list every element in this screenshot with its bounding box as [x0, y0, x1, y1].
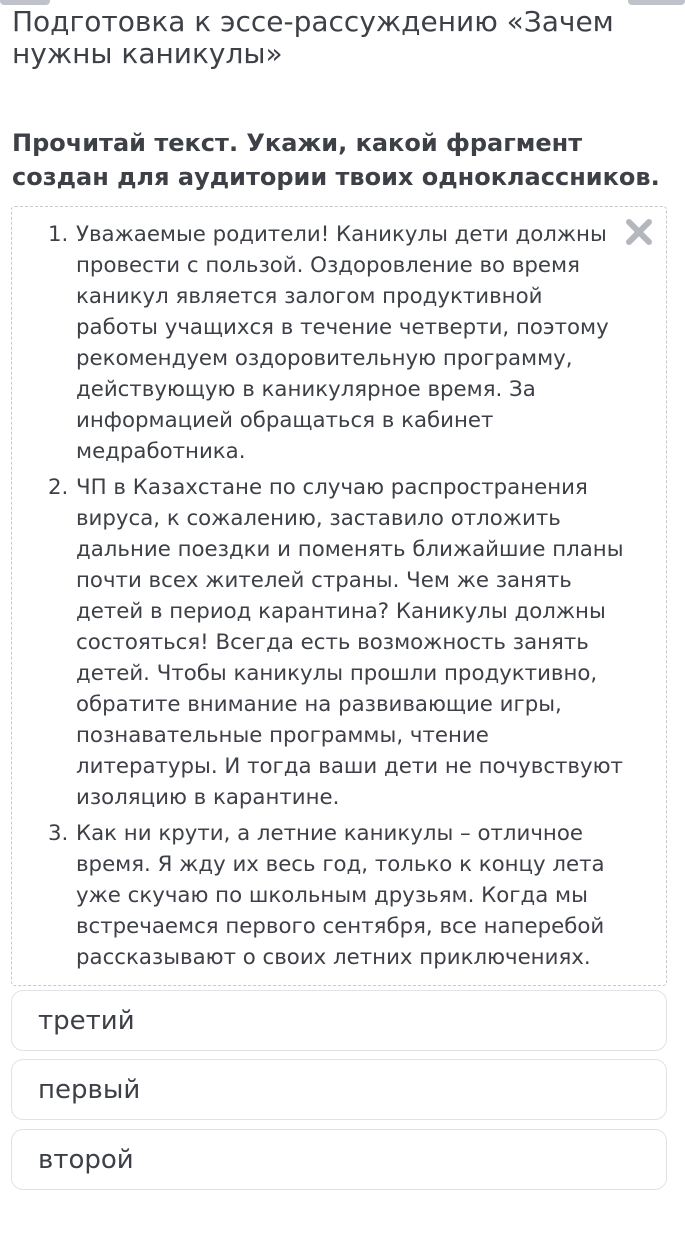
answer-option-first[interactable] — [11, 1059, 667, 1120]
question-text: Прочитай текст. Укажи, какой фрагмент создан для аудитории твоих одноклассников. — [12, 129, 660, 191]
top-tab-right — [628, 0, 685, 5]
fragment-text: ЧП в Казахстане по случаю распространения вируса, к сожалению, заставило отложить дальние поездки и поменять ближайшие планы почти всех жителей страны. Чем же занять детей в период карантина? Каникулы должны состояться! Всегда есть возможность занять детей. Чтобы каникулы прошли продуктивно, обратите внимание на развивающие игры, познавательные программы, чтение литературы. И тогда ваши дети не почувствуют изоляцию в карантине. — [76, 475, 624, 810]
answer-option-second[interactable] — [11, 1129, 667, 1190]
fragment-text: Как ни крути, а летние каникулы – отличное время. Я жду их весь год, только к концу лета уже скучаю по школьным друзьям. Когда мы встречаемся первого сентября, все наперебой рассказывают о своих летних приключениях. — [76, 821, 605, 970]
page-title: Подготовка к эссе-рассуждению «Зачем нужны каникулы» — [12, 5, 614, 70]
answer-option-label: третий — [38, 1006, 135, 1036]
fragment-item-1 — [12, 219, 627, 467]
answer-option-label: второй — [38, 1145, 134, 1175]
answer-option-label: первый — [38, 1075, 141, 1105]
fragment-text: Уважаемые родители! Каникулы дети должны провести с пользой. Оздоровление во время каникул является залогом продуктивной работы учащихся в течение четверти, поэтому рекомендуем оздоровительную программу, действующую в каникулярное время. За информацией обращаться в кабинет медработника. — [76, 222, 609, 464]
fragment-list — [12, 219, 627, 978]
fragment-item-2 — [12, 472, 627, 813]
close-button[interactable] — [622, 215, 656, 249]
fragment-number: 3. — [48, 821, 69, 846]
answer-option-third[interactable] — [11, 990, 667, 1051]
close-x-icon — [622, 215, 656, 249]
fragment-number: 1. — [48, 222, 69, 247]
fragment-item-3 — [12, 818, 627, 973]
reading-text-panel — [11, 206, 667, 986]
fragment-number: 2. — [48, 475, 69, 500]
